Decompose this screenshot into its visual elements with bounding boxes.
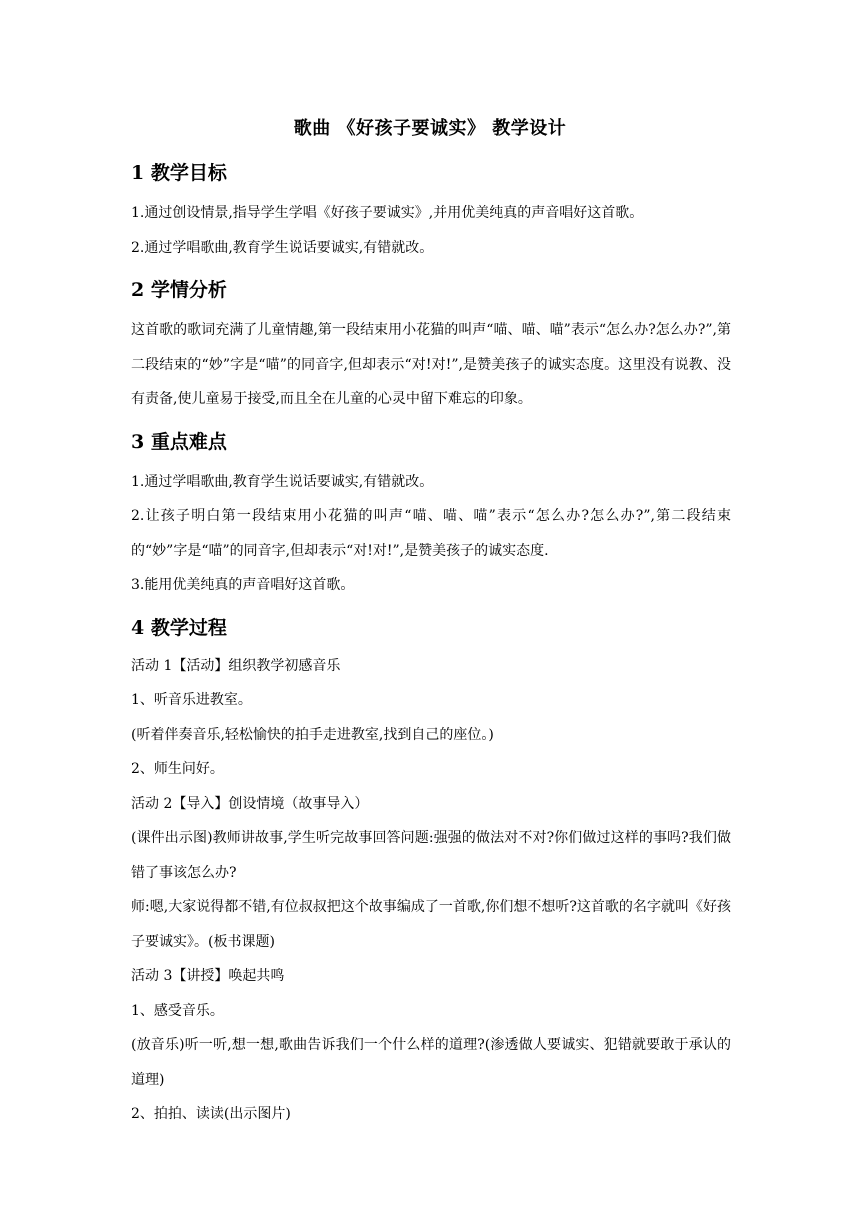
paragraph-line: 1、听音乐进教室。: [131, 692, 252, 708]
paragraph-line: 师:嗯,大家说得都不错,有位叔叔把这个故事编成了一首歌,你们想不想听?这首歌的名字就叫《好孩子要诚实》。(板书课题): [131, 899, 731, 950]
paragraph-line: (放音乐)听一听,想一想,歌曲告诉我们一个什么样的道理?(渗透做人要诚实、犯错就要敢于承认的道理): [131, 1037, 731, 1088]
paragraph-line: (听着伴奏音乐,轻松愉快的拍手走进教室,找到自己的座位。): [131, 726, 494, 743]
document-title: 歌曲 《好孩子要诚实》 教学设计: [293, 118, 567, 139]
paragraph-line: (课件出示图)教师讲故事,学生听完故事回答问题:强强的做法对不对?你们做过这样的事吗?我们做错了事该怎么办?: [131, 830, 731, 881]
paragraph: 这首歌的歌词充满了儿童情趣,第一段结束用小花猫的叫声“喵、喵、喵”表示“怎么办?怎么办?”,第二段结束的“妙”字是“喵”的同音字,但却表示“对!对!”,是赞美孩子的诚实态度。这里没有说教、没有责备,使儿童易于接受,而且全在儿童的心灵中留下难忘的印象。: [131, 322, 731, 407]
activity-heading: 活动 2【导入】创设情境（故事导入）: [131, 795, 369, 812]
paragraph-line: 2、师生问好。: [131, 761, 224, 777]
paragraph-line: 1.通过创设情景,指导学生学唱《好孩子要诚实》,并用优美纯真的声音唱好这首歌。: [131, 205, 644, 221]
paragraph-line: 1、感受音乐。: [131, 1002, 224, 1019]
paragraph-line: 3.能用优美纯真的声音唱好这首歌。: [131, 577, 355, 593]
section-key-points: [131, 427, 731, 603]
paragraph-line: 2.让孩子明白第一段结束用小花猫的叫声“喵、喵、喵”表示“怎么办?怎么办?”,第二段结束的“妙”字是“喵”的同音字,但却表示“对!对!”,是赞美孩子的诚实态度.: [131, 508, 731, 559]
paragraph-line: 2、拍拍、读读(出示图片): [131, 1106, 291, 1122]
paragraph-line: 1.通过学唱歌曲,教育学生说话要诚实,有错就改。: [131, 473, 434, 490]
section-student-analysis: [131, 275, 731, 417]
section-heading: 3 重点难点: [131, 430, 227, 453]
section-teaching-process: [131, 613, 731, 1132]
section-heading: 1 教学目标: [131, 162, 227, 184]
activity-heading: 活动 1【活动】组织教学初感音乐: [131, 657, 341, 674]
activity-heading: 活动 3【讲授】唤起共鸣: [131, 968, 285, 984]
section-heading: 4 教学过程: [131, 616, 227, 639]
section-teaching-goals: [131, 158, 731, 265]
section-heading: 2 学情分析: [131, 279, 227, 301]
paragraph-line: 2.通过学唱歌曲,教育学生说话要诚实,有错就改。: [131, 239, 434, 256]
document-body: [131, 158, 731, 1142]
